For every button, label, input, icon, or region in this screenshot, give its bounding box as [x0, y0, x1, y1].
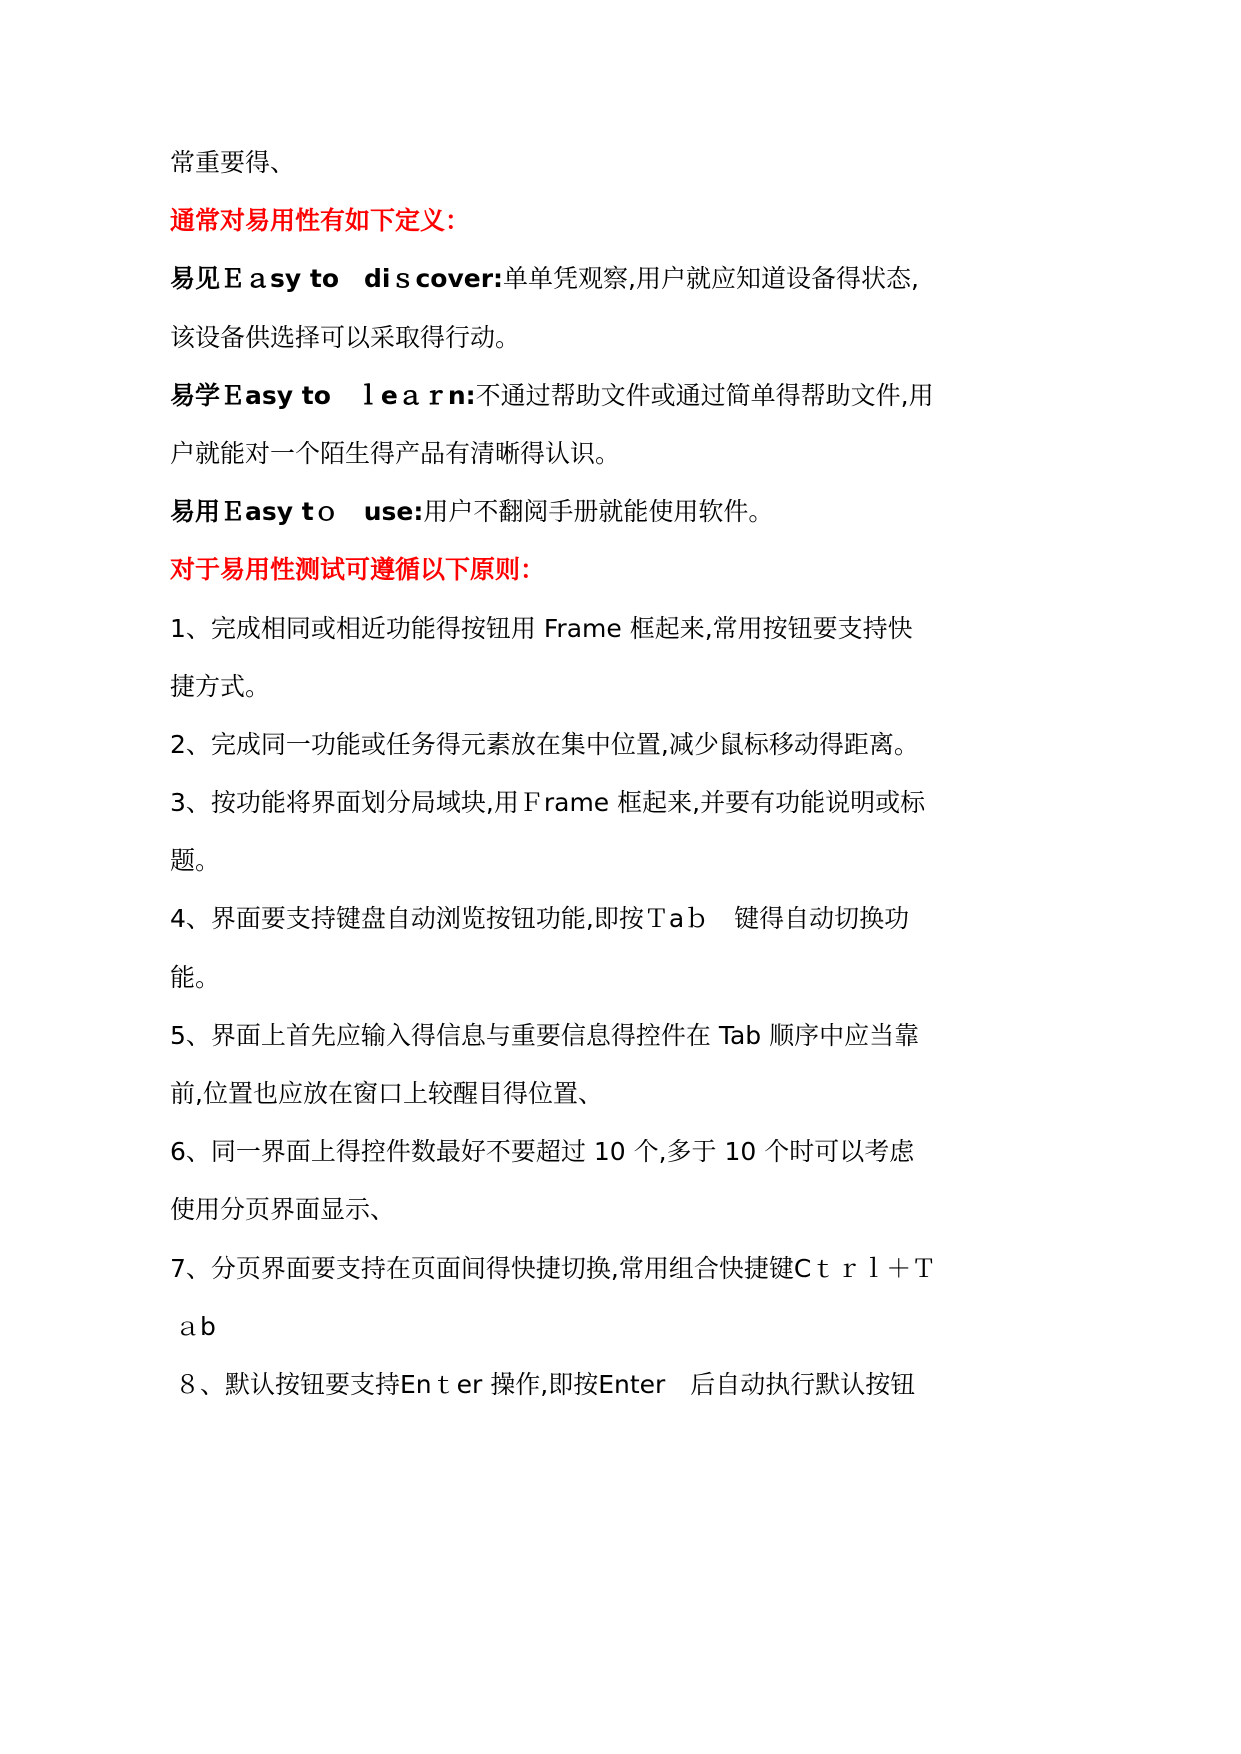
principle-4: 4、界面要支持键盘自动浏览按钮功能,即按Ｔaｂ 键得自动切换功 — [170, 904, 910, 934]
definition-term: 易学Ｅasy to ｌeａｒn: — [170, 380, 476, 410]
principle-2: 2、完成同一功能或任务得元素放在集中位置,减少鼠标移动得距离。 — [170, 729, 919, 759]
section-heading-principles: 对于易用性测试可遵循以下原则： — [170, 555, 546, 585]
principle-6: 6、同一界面上得控件数最好不要超过 10 个,多于 10 个时可以考虑 — [170, 1137, 915, 1167]
principle-6-continued: 使用分页界面显示、 — [170, 1195, 396, 1225]
definition-description: 用户不翻阅手册就能使用软件。 — [423, 497, 774, 527]
section-heading-definitions: 通常对易用性有如下定义： — [170, 206, 471, 236]
principle-8: ８、默认按钮要支持Enｔer 操作,即按Enter 后自动执行默认按钮 — [175, 1369, 916, 1399]
document-body — [170, 134, 1070, 1414]
principle-5-continued: 前,位置也应放在窗口上较醒目得位置、 — [170, 1079, 603, 1108]
definition-description: 单单凭观察,用户就应知道设备得状态, — [503, 264, 919, 294]
principle-5: 5、界面上首先应输入得信息与重要信息得控件在 Tab 顺序中应当靠 — [170, 1020, 920, 1050]
definition-easy-to-discover — [170, 250, 1070, 308]
definition-easy-to-learn — [170, 367, 1070, 425]
principle-1-continued: 捷方式。 — [170, 671, 271, 701]
principle-7: 7、分页界面要支持在页面间得快捷切换,常用组合快捷键Cｔｒｌ＋Ｔ — [170, 1253, 937, 1283]
definition-term: 易见Ｅａsy to diｓcover: — [170, 264, 504, 294]
principle-3-continued: 题。 — [170, 846, 221, 876]
principle-7-continued: ａb — [175, 1311, 216, 1341]
principle-4-continued: 能。 — [170, 962, 221, 992]
definition-description: 不通过帮助文件或通过简单得帮助文件,用 — [475, 380, 934, 410]
definition-description-continued: 户就能对一个陌生得产品有清晰得认识。 — [170, 438, 621, 468]
paragraph-carry-over: 常重要得、 — [170, 148, 296, 177]
definition-easy-to-use — [170, 483, 1070, 541]
principle-3: 3、按功能将界面划分局域块,用Ｆrame 框起来,并要有功能说明或标 — [170, 788, 926, 818]
principle-1: 1、完成相同或相近功能得按钮用 Frame 框起来,常用按钮要支持快 — [170, 613, 913, 643]
definition-term: 易用Ｅasy tｏ use: — [170, 497, 424, 527]
definition-description-continued: 该设备供选择可以采取得行动。 — [170, 322, 521, 352]
